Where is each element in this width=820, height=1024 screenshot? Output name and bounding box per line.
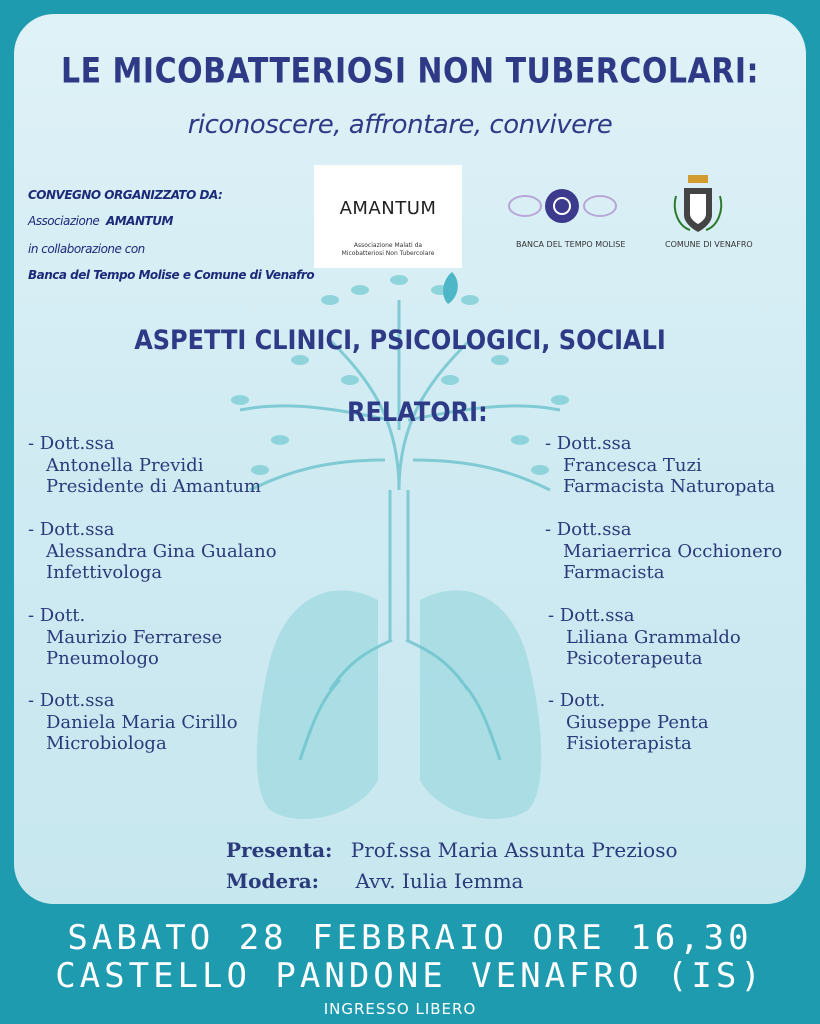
organizer-partners: Banca del Tempo Molise e Comune di Venafro (28, 268, 315, 282)
moderator-name: Avv. Iulia Iemma (355, 869, 524, 893)
speaker-left-3 (28, 605, 222, 670)
page-title: LE MICOBATTERIOSI NON TUBERCOLARI: (61, 51, 759, 92)
speaker-role: Microbiologa (46, 733, 167, 754)
amantum-logo (314, 165, 462, 268)
speaker-name: Antonella Previdi (46, 454, 204, 476)
speaker-right-4 (548, 690, 709, 755)
presenter-label: Presenta: (226, 838, 333, 862)
speaker-right-2 (545, 519, 782, 584)
speaker-role: Farmacista Naturopata (563, 476, 776, 497)
speaker-right-1 (545, 433, 775, 498)
moderator-label: Modera: (226, 869, 320, 893)
amantum-logo-sub2: Micobatteriosi Non Tubercolare (341, 250, 435, 257)
presenter-name: Prof.ssa Maria Assunta Prezioso (350, 838, 678, 862)
speaker-title: - Dott.ssa (545, 433, 632, 454)
speaker-name: Liliana Grammaldo (566, 626, 741, 648)
speaker-name: Giuseppe Penta (566, 711, 709, 733)
amantum-logo-sub1: Associazione Malati da (353, 242, 423, 249)
organizer-association-prefix: Associazione (28, 214, 100, 228)
speaker-title: - Dott.ssa (28, 519, 115, 540)
comune-crest-icon (675, 175, 721, 232)
speaker-title: - Dott.ssa (545, 519, 632, 540)
speaker-left-4 (28, 690, 238, 755)
presenter-line (226, 838, 678, 862)
speaker-role: Infettivologa (46, 562, 163, 583)
banca-logo-icon (545, 189, 579, 223)
speaker-role: Fisioterapista (566, 733, 692, 754)
speaker-role: Farmacista (563, 562, 665, 583)
speaker-title: - Dott. (28, 605, 86, 626)
banca-logo-caption: BANCA DEL TEMPO MOLISE (516, 240, 626, 249)
speaker-right-3 (548, 605, 741, 670)
speaker-name: Maurizio Ferrarese (46, 626, 223, 648)
speaker-title: - Dott.ssa (548, 605, 635, 626)
organizer-heading: CONVEGNO ORGANIZZATO DA: (28, 188, 223, 202)
organizer-association (28, 214, 173, 228)
speaker-name: Daniela Maria Cirillo (46, 711, 238, 733)
moderator-line (226, 869, 523, 893)
amantum-logo-subtitle (314, 242, 462, 258)
relatori-label: RELATORI: (347, 396, 488, 428)
speaker-left-1 (28, 433, 261, 498)
speaker-name: Mariaerrica Occhionero (563, 540, 783, 562)
amantum-logo-name: AMANTUM (339, 198, 437, 219)
organizer-association-name: AMANTUM (105, 214, 173, 228)
speaker-role: Presidente di Amantum (46, 476, 262, 497)
entry-info: INGRESSO LIBERO (323, 1000, 477, 1018)
speaker-name: Francesca Tuzi (563, 454, 702, 476)
speaker-role: Psicoterapeuta (566, 648, 703, 669)
speaker-left-2 (28, 519, 277, 584)
organizer-collab-label: in collaborazione con (28, 242, 145, 256)
event-location: CASTELLO PANDONE VENAFRO (IS) (55, 956, 765, 996)
speaker-title: - Dott. (548, 690, 606, 711)
comune-logo-caption: COMUNE DI VENAFRO (665, 240, 753, 249)
page-subtitle: riconoscere, affrontare, convivere (187, 110, 613, 140)
section-title: ASPETTI CLINICI, PSICOLOGICI, SOCIALI (134, 324, 666, 356)
speaker-name: Alessandra Gina Gualano (46, 540, 277, 562)
speaker-title: - Dott.ssa (28, 690, 115, 711)
speaker-title: - Dott.ssa (28, 433, 115, 454)
event-date: SABATO 28 FEBBRAIO ORE 16,30 (67, 918, 753, 958)
speaker-role: Pneumologo (46, 648, 159, 669)
